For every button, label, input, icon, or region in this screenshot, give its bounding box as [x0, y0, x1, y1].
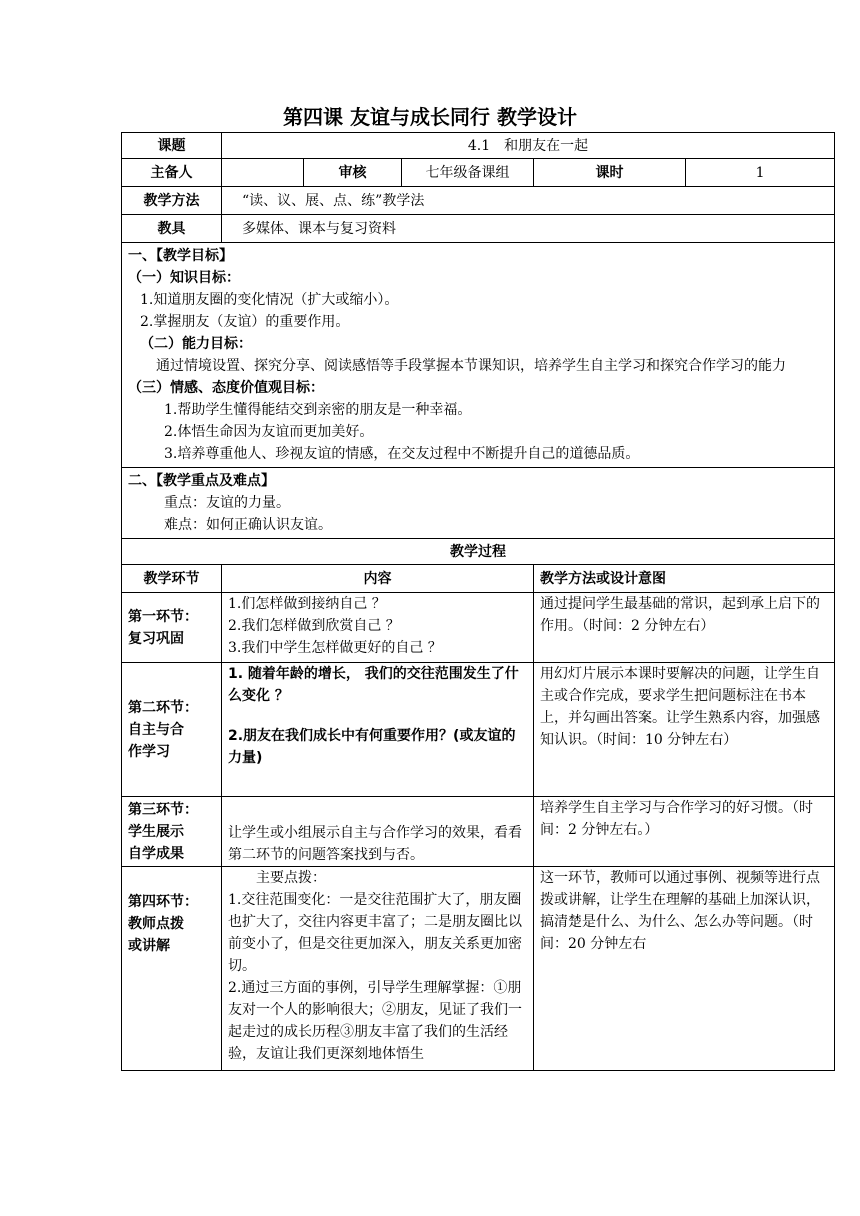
- content-line: 3.我们中学生怎样做更好的自己 ？: [228, 640, 442, 656]
- tools-label: 教具: [122, 215, 222, 243]
- focus-text: 重点：友谊的力量。: [164, 495, 290, 511]
- col-content-header: 内容: [222, 565, 534, 593]
- col-method-header: 教学方法或设计意图: [534, 565, 835, 593]
- method-label: 教学方法: [122, 187, 222, 215]
- preparer-value: [222, 159, 304, 187]
- tools-row: [122, 215, 835, 243]
- method-value: “读、议、展、点、练”教学法: [222, 187, 835, 215]
- process-heading-row: [122, 539, 835, 565]
- process-heading: 教学过程: [122, 539, 835, 565]
- objectives-row: [122, 243, 835, 468]
- content-heading: 主要点拨：: [256, 870, 326, 886]
- content-cell: [222, 663, 534, 797]
- col-stage-header: 教学环节: [122, 565, 222, 593]
- emotion-item: 1.帮助学生懂得能结交到亲密的朋友是一种幸福。: [164, 402, 472, 418]
- ability-heading: （二）能力目标：: [140, 336, 252, 352]
- stage-line: 作学习: [128, 743, 170, 760]
- content-question: 2.朋友在我们成长中有何重要作用？(或友谊的力量): [228, 728, 516, 766]
- hours-value: 1: [686, 159, 835, 187]
- key-points-row: [122, 468, 835, 539]
- stage-cell: [122, 797, 222, 867]
- process-row: [122, 797, 835, 867]
- stage-line: 自学成果: [128, 845, 184, 862]
- stage-line: 或讲解: [128, 938, 170, 954]
- content-question: 1. 随着年龄的增长， 我们的交往范围发生了什么变化 ？: [228, 666, 519, 704]
- knowledge-item: 1.知道朋友圈的变化情况（扩大或缩小）。: [140, 292, 399, 308]
- lesson-plan-table: [121, 132, 835, 1071]
- objectives-heading: 一、【教学目标】: [128, 248, 233, 264]
- emotion-item: 3.培养尊重他人、珍视友谊的情感，在交友过程中不断提升自己的道德品质。: [164, 446, 640, 462]
- stage-line: 第三环节：: [128, 801, 198, 818]
- stage-line: 复习巩固: [128, 630, 184, 647]
- method-cell: 通过提问学生最基础的常识，起到承上启下的作用。（时间：2 分钟左右）: [534, 593, 835, 663]
- review-value: 七年级备课组: [402, 159, 534, 187]
- method-row: [122, 187, 835, 215]
- preparer-row: [122, 159, 835, 187]
- stage-cell: [122, 663, 222, 797]
- ability-text: 通过情境设置、探究分享、阅读感悟等手段掌握本节课知识，培养学生自主学习和探究合作学习的能力: [156, 358, 786, 374]
- hours-label: 课时: [534, 159, 686, 187]
- knowledge-heading: （一）知识目标：: [128, 270, 240, 286]
- tools-value: 多媒体、课本与复习资料: [222, 215, 835, 243]
- topic-value: 4.1 和朋友在一起: [222, 133, 835, 159]
- content-paragraph: 2.通过三方面的事例，引导学生理解掌握：①朋友对一个人的影响很大；②朋友，见证了我们一起走过的成长历程③朋友丰富了我们的生活经验，友谊让我们更深刻地体悟生: [228, 980, 522, 1062]
- emotion-heading: （三）情感、态度价值观目标：: [128, 380, 324, 396]
- stage-line: 自主与合: [128, 721, 184, 738]
- content-cell: [222, 593, 534, 663]
- stage-line: 学生展示: [128, 823, 184, 840]
- key-points-heading: 二、【教学重点及难点】: [128, 473, 275, 489]
- content-paragraph: 1.交往范围变化：一是交往范围扩大了，朋友圈也扩大了，交往内容更丰富了；二是朋友圈比以前变小了，但是交往更加深入，朋友关系更加密切。: [228, 892, 522, 974]
- method-cell: 这一环节，教师可以通过事例、视频等进行点拨或讲解，让学生在理解的基础上加深认识，搞清楚是什么、为什么、怎么办等问题。（时间：20 分钟左右: [534, 867, 835, 1071]
- process-row: [122, 867, 835, 1071]
- knowledge-item: 2.掌握朋友（友谊）的重要作用。: [140, 314, 350, 330]
- content-line: 1.们怎样做到接纳自己 ？: [228, 596, 386, 612]
- topic-row: [122, 133, 835, 159]
- stage-line: 第一环节：: [128, 608, 198, 625]
- review-label: 审核: [304, 159, 402, 187]
- process-row: [122, 593, 835, 663]
- stage-line: 第四环节：: [128, 894, 198, 910]
- objectives-cell: [122, 243, 835, 468]
- process-header-row: [122, 565, 835, 593]
- stage-cell: [122, 593, 222, 663]
- process-row: [122, 663, 835, 797]
- stage-line: 教师点拨: [128, 916, 184, 932]
- content-cell: 让学生或小组展示自主与合作学习的效果，看看第二环节的问题答案找到与否。: [222, 797, 534, 867]
- topic-label: 课题: [122, 133, 222, 159]
- method-cell: 培养学生自主学习与合作学习的好习惯。（时间：2 分钟左右。）: [534, 797, 835, 867]
- content-line: 2.我们怎样做到欣赏自己 ？: [228, 618, 400, 634]
- emotion-item: 2.体悟生命因为友谊而更加美好。: [164, 424, 374, 440]
- stage-line: 第二环节：: [128, 699, 198, 716]
- key-points-cell: [122, 468, 835, 539]
- preparer-label: 主备人: [122, 159, 222, 187]
- document-title: 第四课 友谊与成长同行 教学设计: [283, 105, 577, 129]
- difficulty-text: 难点：如何正确认识友谊。: [164, 517, 332, 533]
- stage-cell: [122, 867, 222, 1071]
- method-cell: 用幻灯片展示本课时要解决的问题，让学生自主或合作完成，要求学生把问题标注在书本上，并勾画出答案。让学生熟系内容，加强感知认识。（时间：10 分钟左右）: [534, 663, 835, 797]
- content-cell: [222, 867, 534, 1071]
